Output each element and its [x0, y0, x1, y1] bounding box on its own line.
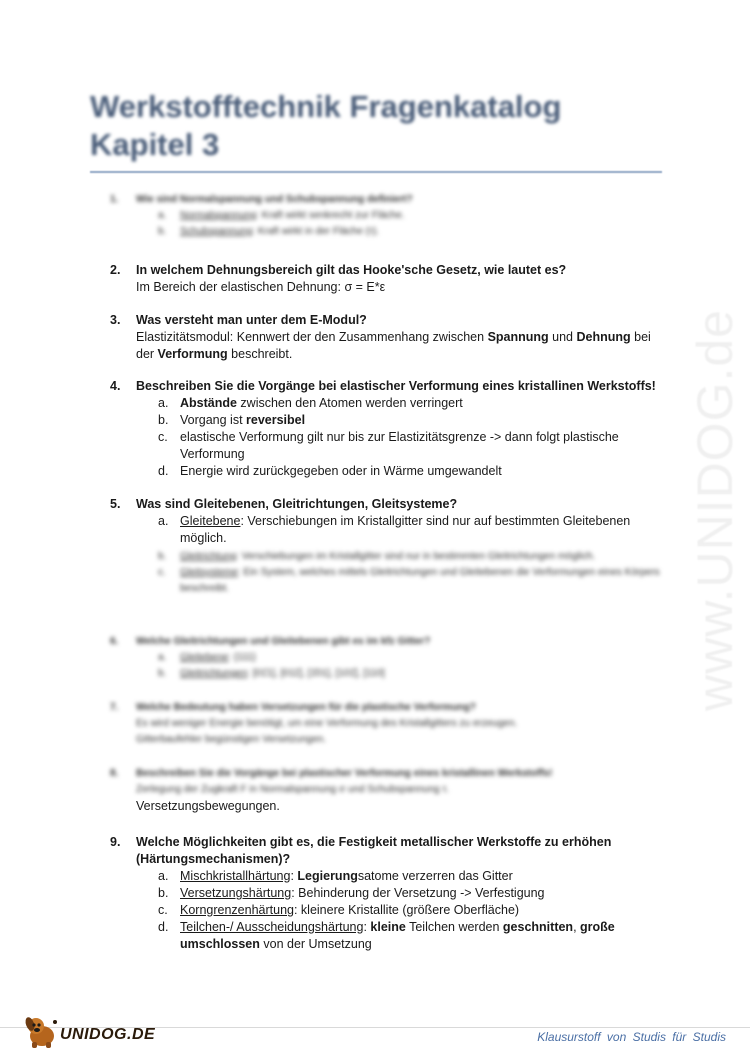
question-5: 5. Was sind Gleitebenen, Gleitrichtungen, Gleitsysteme? a. Gleitebene: Verschiebungen im Kristallgitter sind nur auf bestimmten Gleitebenen möglich. b. Gleitrichtung: Verschiebungen im Kristallgitter sind nur in bestimmten Gleitrichtungen möglich. c. Gleitsysteme: Ein System, welches mittels Gleitrichtungen und Gleitebenen die Verformungen eines Körpers beschreibt.: [110, 496, 670, 597]
question-4-text: Beschreiben Sie die Vorgänge bei elastischer Verformung eines kristallinen Werkstoffs!: [136, 379, 656, 393]
document-title: [90, 88, 670, 164]
list-item: d. Energie wird zurückgegeben oder in Wärme umgewandelt: [158, 464, 502, 478]
list-item: c. elastische Verformung gilt nur bis zur Elastizitätsgrenze -> dann folgt plastische Verformung: [158, 430, 619, 461]
title-line-1: Werkstofftechnik Fragenkatalog: [90, 89, 562, 124]
watermark: www.UNIDOG.de: [687, 309, 743, 711]
list-item: a. Mischkristallhärtung: Legierungsatome verzerren das Gitter: [158, 869, 513, 883]
question-7: 7. Welche Bedeutung haben Versetzungen für die plastische Verformung? Es wird weniger Energie benötigt, um eine Verformung des Kristallgitters zu erzeugen. Gitterbaufehler begünstigen Versetzungen.: [110, 700, 670, 748]
question-7-text: Welche Bedeutung haben Versetzungen für die plastische Verformung?: [136, 702, 476, 713]
list-item: a. Abstände zwischen den Atomen werden verringert: [158, 396, 463, 410]
question-1: 1. Wie sind Normalspannung und Schubspannung definiert? a. Normalspannung: Kraft wirkt senkrecht zur Fläche. b. Schubspannung: Kraft wirkt in der Fläche (τ).: [110, 192, 670, 240]
list-item: a. Gleitebene: {111}: [158, 652, 256, 663]
question-8-text: Beschreiben Sie die Vorgänge bei plastischer Verformung eines kristallinen Werkstoffs!: [136, 768, 553, 779]
footer-tagline: Klausurstoff von Studis für Studis: [537, 1030, 726, 1044]
question-2: 2. In welchem Dehnungsbereich gilt das Hooke'sche Gesetz, wie lautet es? Im Bereich der elastischen Dehnung: σ = E*ε: [110, 262, 670, 296]
list-item: b. Versetzungshärtung: Behinderung der Versetzung -> Verfestigung: [158, 886, 545, 900]
question-4: 4. Beschreiben Sie die Vorgänge bei elastischer Verformung eines kristallinen Werkstoffs! a. Abstände zwischen den Atomen werden verringert b. Vorgang ist reversibel c. elastische Verformung gilt nur bis zur Elastizitätsgrenze -> dann folgt plastische Verformung d. Energie wird zurückgegeben oder in Wärme umgewandelt: [110, 378, 670, 480]
list-item: c. Korngrenzenhärtung: kleinere Kristallite (größere Oberfläche): [158, 903, 520, 917]
list-item: c. Gleitsysteme: Ein System, welches mittels Gleitrichtungen und Gleitebenen die Verformungen eines Körpers beschreibt.: [158, 567, 660, 594]
question-5-text: Was sind Gleitebenen, Gleitrichtungen, Gleitsysteme?: [136, 497, 458, 511]
question-8: 8. Beschreiben Sie die Vorgänge bei plastischer Verformung eines kristallinen Werkstoffs! Zerlegung der Zugkraft F in Normalspannung σ und Schubspannung τ. Versetzungsbewegungen.: [110, 766, 670, 815]
list-item: a. Normalspannung: Kraft wirkt senkrecht zur Fläche.: [158, 210, 405, 221]
question-8-answer: Versetzungsbewegungen.: [136, 799, 280, 813]
question-2-answer: Im Bereich der elastischen Dehnung: σ = E*ε: [136, 280, 386, 294]
list-item: a. Gleitebene: Verschiebungen im Kristallgitter sind nur auf bestimmten Gleitebenen möglich.: [158, 514, 631, 545]
question-3: 3. Was versteht man unter dem E-Modul? Elastizitätsmodul: Kennwert der den Zusammenhang zwischen Spannung und Dehnung bei der Verformung beschreibt.: [110, 312, 670, 363]
question-6: 6. Welche Gleitrichtungen und Gleitebenen gibt es im kfz Gitter? a. Gleitebene: {111} b. Gleitrichtungen: [01̄1], [011̄], [1̄01], [101̄], [110]: [110, 634, 670, 682]
list-item: b. Gleitrichtung: Verschiebungen im Kristallgitter sind nur in bestimmten Gleitrichtungen möglich.: [158, 551, 596, 562]
question-2-text: In welchem Dehnungsbereich gilt das Hooke'sche Gesetz, wie lautet es?: [136, 263, 567, 277]
title-divider: [90, 171, 662, 173]
question-9: 9. Welche Möglichkeiten gibt es, die Festigkeit metallischer Werkstoffe zu erhöhen (Härtungsmechanismen)? a. Mischkristallhärtung: Legierungsatome verzerren das Gitter b. Versetzungshärtung: Behinderung der Versetzung -> Verfestigung c. Korngrenzenhärtung: kleinere Kristallite (größere Oberfläche) d. Teilchen-/ Ausscheidungshärtung: kleine Teilchen werden geschnitten, große umschlossen von der Umsetzung: [110, 834, 670, 953]
question-3-text: Was versteht man unter dem E-Modul?: [136, 313, 367, 327]
unidog-logo[interactable]: [22, 1014, 162, 1050]
list-item: d. Teilchen-/ Ausscheidungshärtung: kleine Teilchen werden geschnitten, große umschlossen von der Umsetzung: [158, 920, 615, 951]
list-item: b. Gleitrichtungen: [01̄1], [011̄], [1̄01], [101̄], [110]: [158, 668, 385, 679]
list-item: b. Vorgang ist reversibel: [158, 413, 306, 427]
question-3-answer: Elastizitätsmodul: Kennwert der den Zusammenhang zwischen Spannung und Dehnung bei der Verformung beschreibt.: [136, 330, 651, 361]
title-line-2: Kapitel 3: [90, 127, 220, 162]
question-6-text: Welche Gleitrichtungen und Gleitebenen gibt es im kfz Gitter?: [136, 636, 431, 647]
dog-icon: [22, 1014, 60, 1050]
question-9-text: Welche Möglichkeiten gibt es, die Festigkeit metallischer Werkstoffe zu erhöhen (Härtungsmechanismen)?: [136, 835, 612, 866]
list-item: b. Schubspannung: Kraft wirkt in der Fläche (τ).: [158, 226, 380, 237]
logo-text: UNIDOG.DE: [60, 1026, 156, 1043]
question-1-text: Wie sind Normalspannung und Schubspannung definiert?: [136, 194, 413, 205]
